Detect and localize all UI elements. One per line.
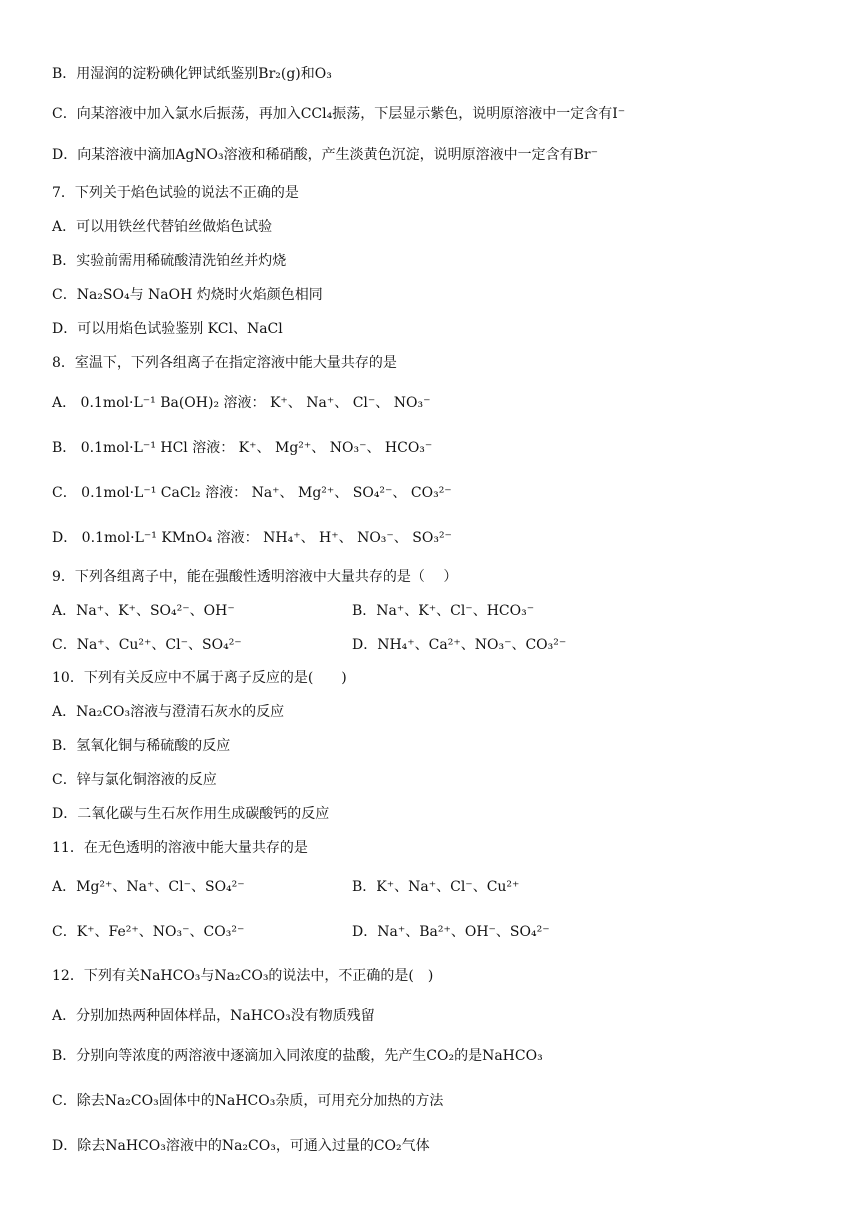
q10-option-b: B．氢氧化铜与稀硫酸的反应 (52, 738, 231, 754)
q11-option-a: A．Mg²⁺、Na⁺、Cl⁻、SO₄²⁻ (52, 879, 245, 895)
q10-option-d: D．二氧化碳与生石灰作用生成碳酸钙的反应 (52, 806, 330, 822)
q12-option-c: C．除去Na₂CO₃固体中的NaHCO₃杂质，可用充分加热的方法 (52, 1093, 444, 1109)
q12-option-d: D．除去NaHCO₃溶液中的Na₂CO₃，可通入过量的CO₂气体 (52, 1138, 430, 1154)
q6-option-d: D．向某溶液中滴加AgNO₃溶液和稀硝酸，产生淡黄色沉淀，说明原溶液中一定含有Br⁻ (52, 147, 599, 163)
q7-option-c: C．Na₂SO₄与 NaOH 灼烧时火焰颜色相同 (52, 287, 323, 303)
q11-options-row-2 (52, 922, 812, 942)
q6-option-b: B．用湿润的淀粉碘化钾试纸鉴别Br₂(g)和O₃ (52, 66, 332, 82)
q9-option-a: A．Na⁺、K⁺、SO₄²⁻、OH⁻ (52, 603, 235, 619)
q9-stem: 9．下列各组离子中，能在强酸性透明溶液中大量共存的是（ ） (52, 569, 458, 585)
q9-options-row-1 (52, 601, 812, 621)
q10-option-c: C．锌与氯化铜溶液的反应 (52, 772, 217, 788)
q7-option-d: D．可以用焰色试验鉴别 KCl、NaCl (52, 321, 283, 337)
q7-option-b: B．实验前需用稀硫酸清洗铂丝并灼烧 (52, 253, 287, 269)
q10-option-a: A．Na₂CO₃溶液与澄清石灰水的反应 (52, 704, 285, 720)
q9-options-row-2 (52, 635, 812, 655)
q12-option-b: B．分别向等浓度的两溶液中逐滴加入同浓度的盐酸，先产生CO₂的是NaHCO₃ (52, 1048, 543, 1064)
q7-stem: 7．下列关于焰色试验的说法不正确的是 (52, 185, 299, 201)
q11-options-row-1 (52, 877, 812, 897)
q9-option-d: D．NH₄⁺、Ca²⁺、NO₃⁻、CO₃²⁻ (352, 637, 567, 653)
q6-option-c: C．向某溶液中加入氯水后振荡，再加入CCl₄振荡，下层显示紫色，说明原溶液中一定含有I⁻ (52, 106, 626, 122)
q9-option-b: B．Na⁺、K⁺、Cl⁻、HCO₃⁻ (352, 603, 535, 619)
q8-option-c: C． 0.1mol·L⁻¹ CaCl₂ 溶液： Na⁺、 Mg²⁺、 SO₄²⁻、 CO₃²⁻ (52, 485, 452, 501)
q7-option-a: A．可以用铁丝代替铂丝做焰色试验 (52, 219, 273, 235)
q12-stem: 12．下列有关NaHCO₃与Na₂CO₃的说法中，不正确的是( ) (52, 968, 434, 984)
q11-option-d: D．Na⁺、Ba²⁺、OH⁻、SO₄²⁻ (352, 924, 550, 940)
q9-option-c: C．Na⁺、Cu²⁺、Cl⁻、SO₄²⁻ (52, 637, 242, 653)
q11-option-c: C．K⁺、Fe²⁺、NO₃⁻、CO₃²⁻ (52, 924, 245, 940)
q8-option-a: A． 0.1mol·L⁻¹ Ba(OH)₂ 溶液： K⁺、 Na⁺、 Cl⁻、 NO₃⁻ (52, 395, 431, 411)
q10-stem: 10．下列有关反应中不属于离子反应的是( ) (52, 670, 347, 686)
q11-option-b: B．K⁺、Na⁺、Cl⁻、Cu²⁺ (352, 879, 520, 895)
q8-option-b: B． 0.1mol·L⁻¹ HCl 溶液： K⁺、 Mg²⁺、 NO₃⁻、 HCO₃⁻ (52, 440, 433, 456)
q12-option-a: A．分别加热两种固体样品，NaHCO₃没有物质残留 (52, 1008, 375, 1024)
q8-stem: 8．室温下，下列各组离子在指定溶液中能大量共存的是 (52, 355, 397, 371)
q11-stem: 11．在无色透明的溶液中能大量共存的是 (52, 840, 308, 856)
q8-option-d: D． 0.1mol·L⁻¹ KMnO₄ 溶液： NH₄⁺、 H⁺、 NO₃⁻、 SO₃²⁻ (52, 530, 452, 546)
